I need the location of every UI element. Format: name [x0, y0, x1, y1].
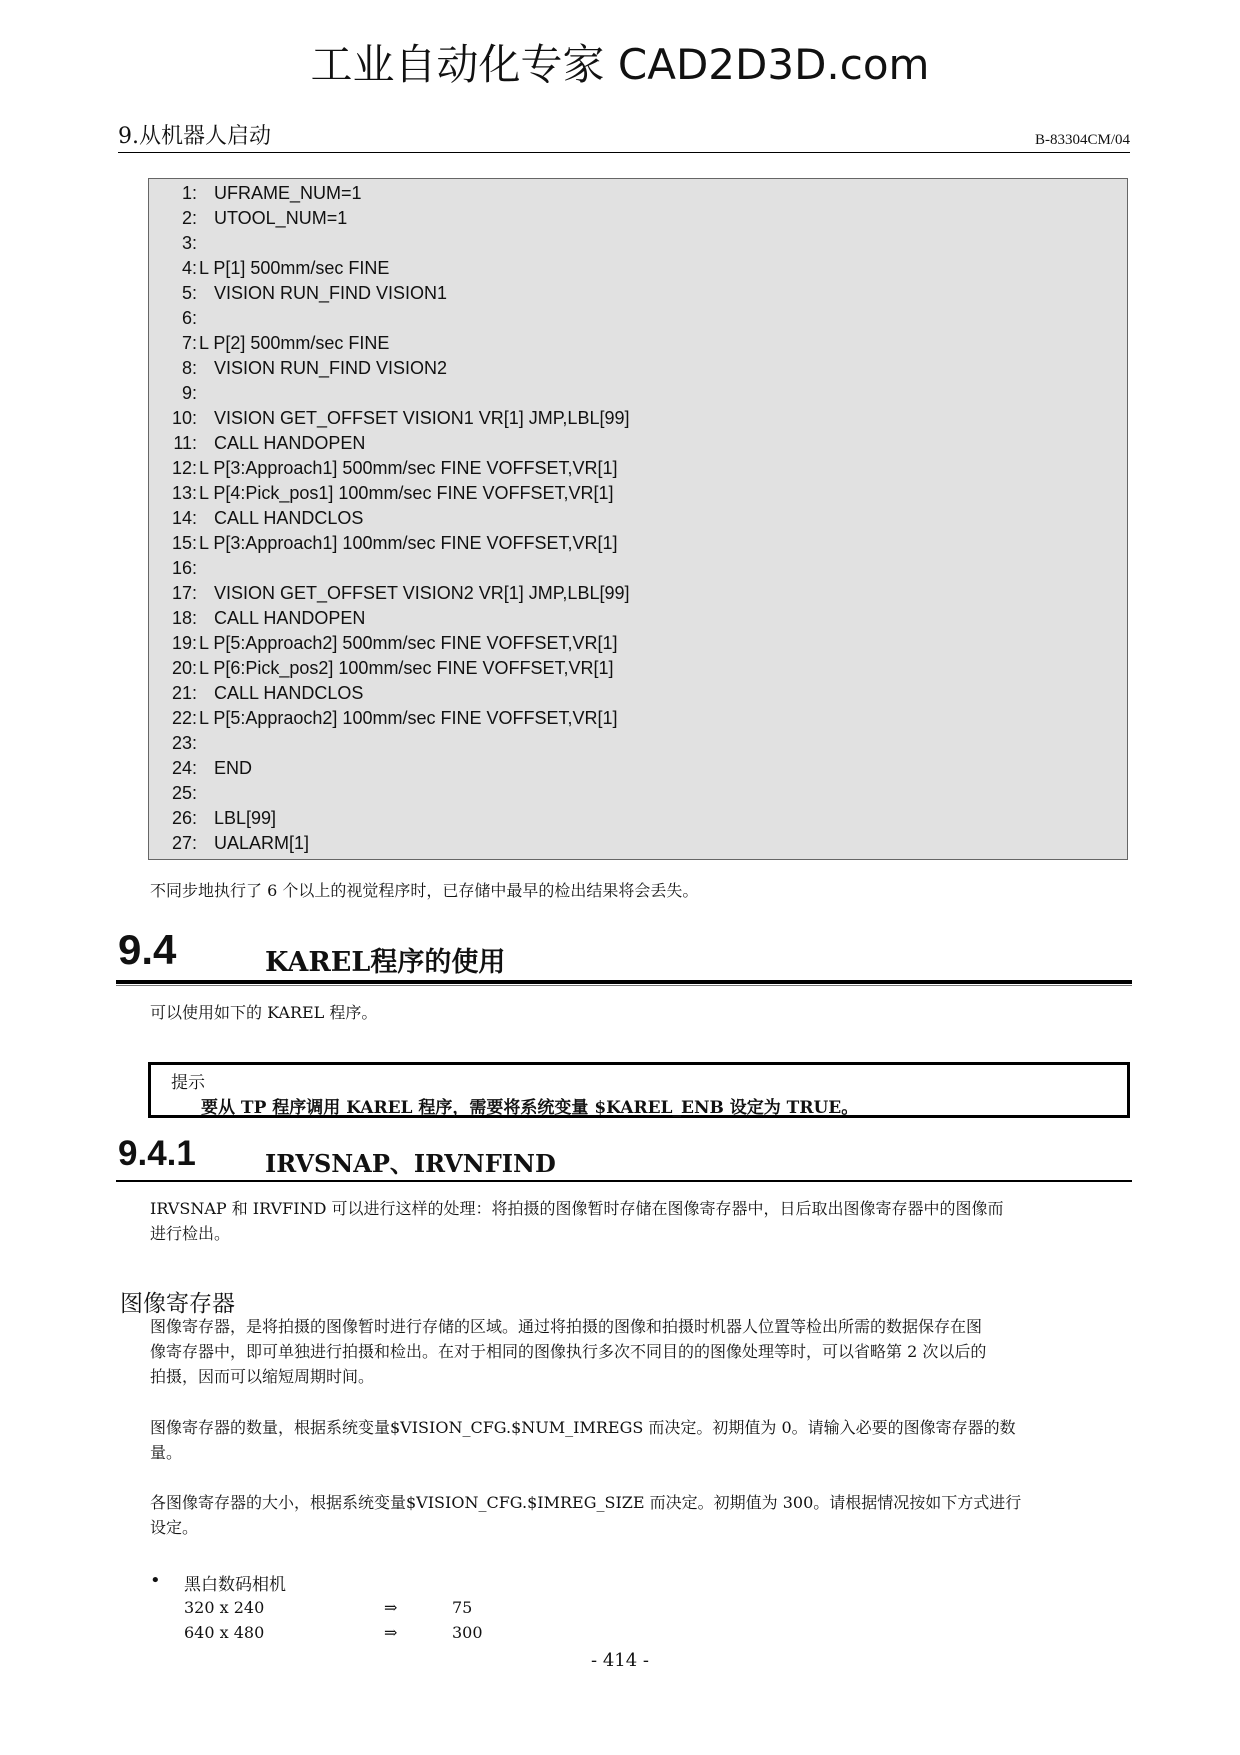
size-value: 75 [452, 1598, 473, 1617]
paragraph-1-line-2: 像寄存器中，即可单独进行拍摄和检出。在对于相同的图像执行多次不同目的的图像处理等时，可以省略第 2 次以后的 [150, 1342, 987, 1361]
code-text: UALARM[1] [199, 833, 310, 853]
line-number: 3: [181, 233, 197, 253]
line-number: 14: [171, 508, 197, 528]
line-number: 17: [171, 583, 197, 603]
resolution: 640 x 480 [184, 1623, 265, 1642]
line-number: 22: [171, 708, 197, 728]
code-text: L P[5:Appraoch2] 100mm/sec FINE VOFFSET,VR[1] [199, 708, 618, 728]
line-number: 20: [171, 658, 197, 678]
line-number: 8: [181, 358, 197, 378]
line-number: 2: [181, 208, 197, 228]
code-text: L P[3:Approach1] 100mm/sec FINE VOFFSET,VR[1] [199, 533, 618, 553]
size-value: 300 [452, 1623, 483, 1642]
page-header [118, 122, 1130, 153]
document-id: B-83304CM/04 [1034, 132, 1130, 148]
section-number: 9.4 [118, 926, 177, 973]
section-rule [116, 980, 1132, 984]
subsection-intro-line-2: 进行检出。 [150, 1224, 231, 1243]
line-number: 27: [171, 833, 197, 853]
code-text: CALL HANDCLOS [199, 683, 364, 703]
code-text: VISION RUN_FIND VISION2 [199, 358, 448, 378]
code-text: VISION GET_OFFSET VISION1 VR[1] JMP,LBL[99] [199, 408, 630, 428]
subsection-title: IRVSNAP、IRVNFIND [265, 1149, 556, 1178]
code-text: L P[6:Pick_pos2] 100mm/sec FINE VOFFSET,VR[1] [199, 658, 614, 678]
tip-label: 提示 [171, 1073, 205, 1093]
line-number: 9: [181, 383, 197, 403]
code-text: CALL HANDCLOS [199, 508, 364, 528]
line-number: 15: [171, 533, 197, 553]
line-number: 4: [181, 258, 197, 278]
image-register-heading: 图像寄存器 [120, 1291, 235, 1317]
paragraph-2-line-2: 量。 [150, 1443, 183, 1462]
line-number: 11: [173, 433, 197, 453]
line-number: 10: [171, 408, 197, 428]
code-text: L P[1] 500mm/sec FINE [199, 258, 390, 278]
bullet-label: 黑白数码相机 [184, 1575, 286, 1595]
code-text: UTOOL_NUM=1 [199, 208, 348, 228]
line-number: 24: [171, 758, 197, 778]
arrow-icon: ⇒ [384, 1598, 398, 1617]
line-number: 19: [171, 633, 197, 653]
section-title: KAREL程序的使用 [265, 947, 506, 978]
code-listing [148, 178, 1128, 860]
line-number: 5: [181, 283, 197, 303]
line-number: 16: [171, 558, 197, 578]
subsection-rule [116, 1180, 1132, 1182]
line-number: 12: [171, 458, 197, 478]
tip-text: 要从 TP 程序调用 KAREL 程序，需要将系统变量 $KAREL_ENB 设定为 TRUE。 [201, 1098, 859, 1118]
resolution: 320 x 240 [184, 1598, 265, 1617]
paragraph-1-line-1: 图像寄存器，是将拍摄的图像暂时进行存储的区域。通过将拍摄的图像和拍摄时机器人位置等检出所需的数据保存在图 [150, 1317, 983, 1336]
code-text: L P[5:Approach2] 500mm/sec FINE VOFFSET,VR[1] [199, 633, 618, 653]
code-text: UFRAME_NUM=1 [199, 183, 362, 203]
page-number: - 414 - [591, 1650, 649, 1671]
chapter-title: 9.从机器人启动 [118, 124, 271, 149]
line-number: 25: [171, 783, 197, 803]
tip-box [148, 1062, 1130, 1118]
paragraph-3-line-1: 各图像寄存器的大小，根据系统变量$VISION_CFG.$IMREG_SIZE 而决定。初期值为 300。请根据情况按如下方式进行 [150, 1493, 1022, 1512]
code-text: VISION GET_OFFSET VISION2 VR[1] JMP,LBL[99] [199, 583, 630, 603]
line-number: 13: [171, 483, 197, 503]
note-after-code: 不同步地执行了 6 个以上的视觉程序时，已存储中最早的检出结果将会丢失。 [150, 881, 699, 900]
code-text: L P[3:Approach1] 500mm/sec FINE VOFFSET,VR[1] [199, 458, 618, 478]
code-text: CALL HANDOPEN [199, 608, 366, 628]
subsection-number: 9.4.1 [118, 1134, 196, 1173]
arrow-icon: ⇒ [384, 1623, 398, 1642]
code-text: CALL HANDOPEN [199, 433, 366, 453]
line-number: 21: [171, 683, 197, 703]
paragraph-2-line-1: 图像寄存器的数量，根据系统变量$VISION_CFG.$NUM_IMREGS 而决定。初期值为 0。请输入必要的图像寄存器的数 [150, 1418, 1016, 1437]
size-row [184, 1595, 584, 1620]
section-intro: 可以使用如下的 KAREL 程序。 [150, 1003, 378, 1022]
line-number: 6: [181, 308, 197, 328]
paragraph-3-line-2: 设定。 [150, 1518, 199, 1537]
bullet-icon: • [150, 1570, 161, 1591]
code-text: END [199, 758, 253, 778]
section-rule-shadow [116, 985, 1132, 986]
code-text: LBL[99] [199, 808, 277, 828]
code-text: L P[4:Pick_pos1] 100mm/sec FINE VOFFSET,VR[1] [199, 483, 614, 503]
paragraph-1-line-3: 拍摄，因而可以缩短周期时间。 [150, 1367, 375, 1386]
line-number: 26: [171, 808, 197, 828]
watermark: 工业自动化专家 CAD2D3D.com [310, 40, 930, 89]
size-row [184, 1620, 584, 1645]
code-text: VISION RUN_FIND VISION1 [199, 283, 448, 303]
line-number: 18: [171, 608, 197, 628]
line-number: 7: [181, 333, 197, 353]
code-text: L P[2] 500mm/sec FINE [199, 333, 390, 353]
line-number: 1: [181, 183, 197, 203]
subsection-intro-line-1: IRVSNAP 和 IRVFIND 可以进行这样的处理：将拍摄的图像暂时存储在图像寄存器中，日后取出图像寄存器中的图像而 [150, 1199, 1004, 1218]
line-number: 23: [171, 733, 197, 753]
